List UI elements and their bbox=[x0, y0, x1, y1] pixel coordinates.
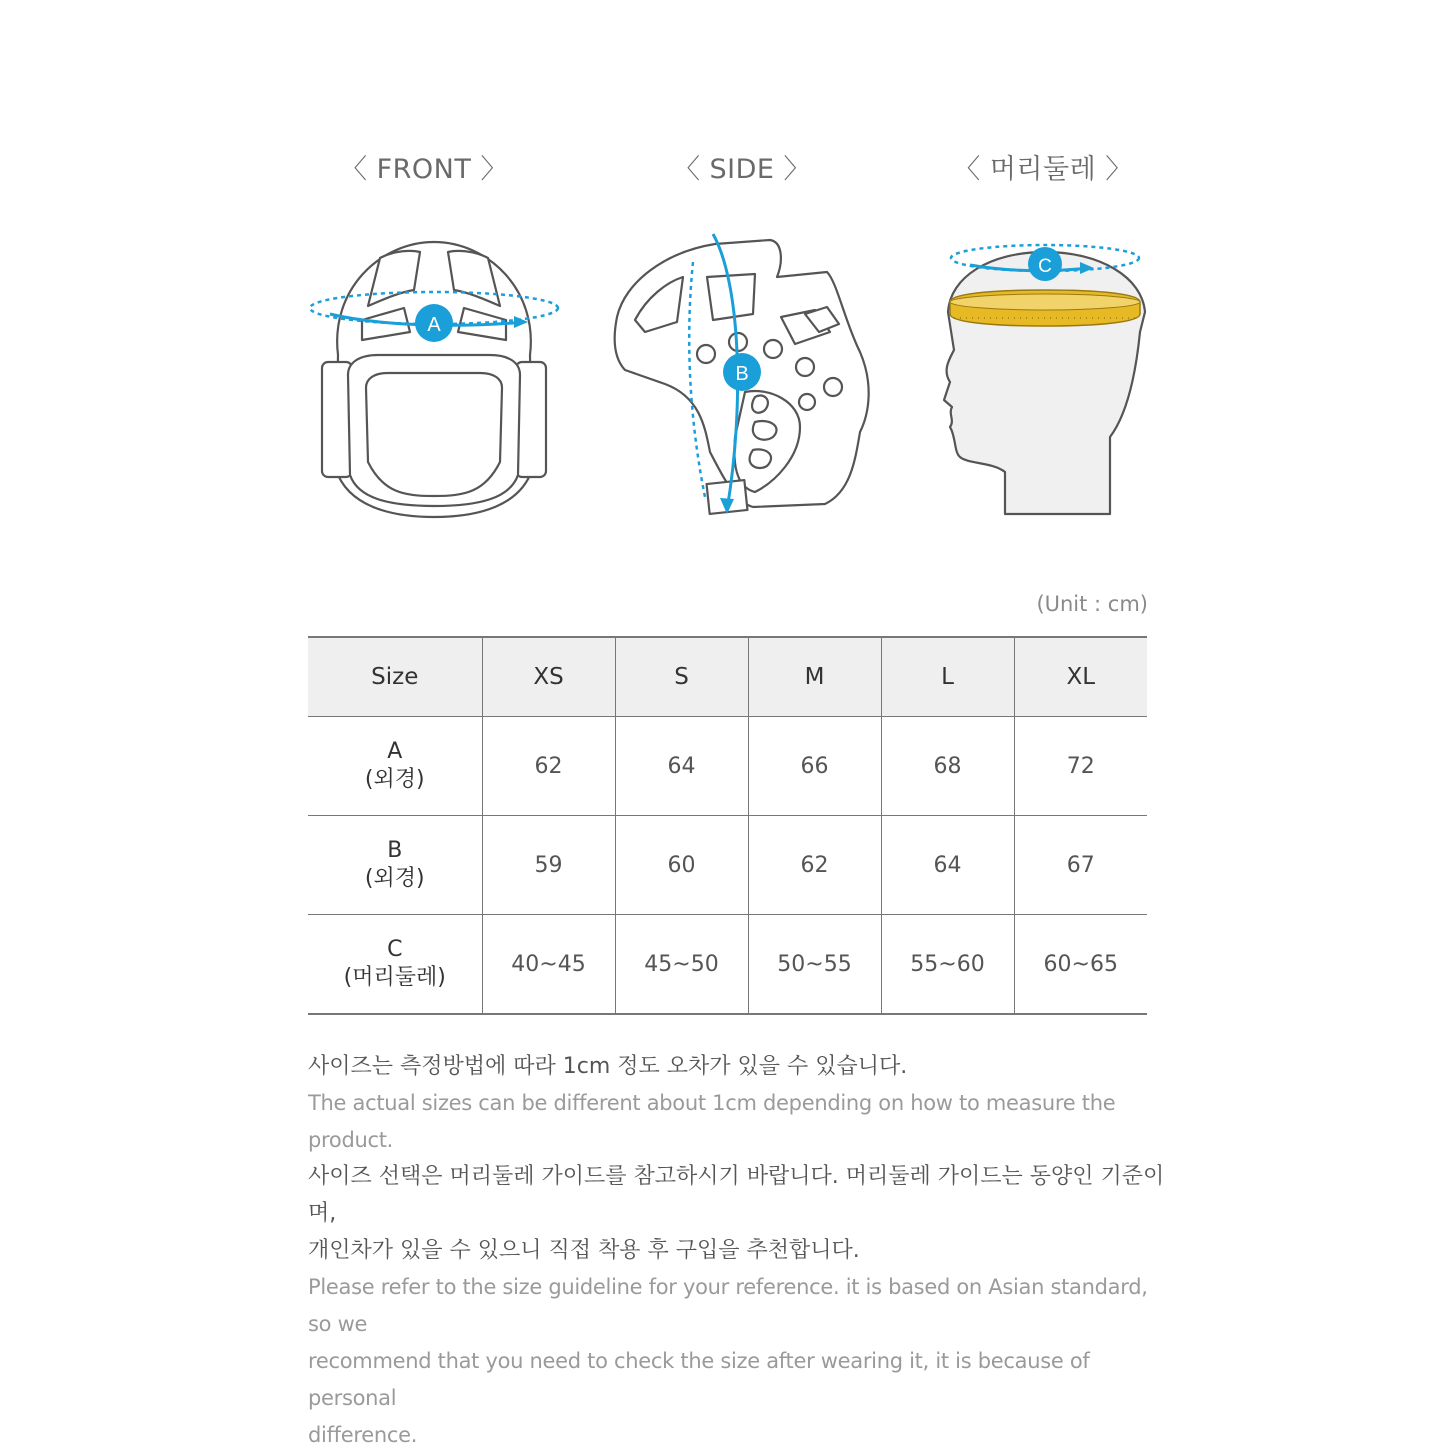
row-sublabel: (외경) bbox=[364, 866, 425, 891]
note1-english: The actual sizes can be different about 1cm depending on how to measure the product. bbox=[308, 1091, 1116, 1152]
note2-english-line1: Please refer to the size guideline for your reference. it is based on Asian standard, so we bbox=[308, 1275, 1148, 1336]
head-circumference-title: 〈 머리둘레 〉 bbox=[953, 154, 1133, 185]
note2-korean-line1: 사이즈 선택은 머리둘레 가이드를 참고하시기 바랍니다. 머리둘레 가이드는 동양인 기준이며, bbox=[308, 1164, 1165, 1226]
row-label: A bbox=[387, 739, 403, 764]
table-cell: 64 bbox=[881, 816, 1014, 915]
table-cell: 55~60 bbox=[881, 915, 1014, 1015]
row-sublabel: (머리둘레) bbox=[343, 965, 446, 990]
marker-c-label: C bbox=[1038, 256, 1052, 277]
note2-korean-line2: 개인차가 있을 수 있으니 직접 착용 후 구입을 추천합니다. bbox=[308, 1238, 860, 1263]
table-cell: 60 bbox=[615, 816, 748, 915]
measurement-note bbox=[308, 1048, 1168, 1159]
header-s: S bbox=[615, 637, 748, 717]
note2-english-line2: recommend that you need to check the size after wearing it, it is because of personal bbox=[308, 1349, 1090, 1410]
marker-a-label: A bbox=[427, 314, 441, 336]
row-sublabel: (외경) bbox=[364, 767, 425, 792]
note2-english-line3: difference. bbox=[308, 1423, 418, 1447]
unit-label: (Unit : cm) bbox=[1036, 592, 1148, 616]
header-xs: XS bbox=[482, 637, 615, 717]
table-cell: 40~45 bbox=[482, 915, 615, 1015]
note1-korean: 사이즈는 측정방법에 따라 1cm 정도 오차가 있을 수 있습니다. bbox=[308, 1054, 908, 1079]
table-cell: 67 bbox=[1014, 816, 1147, 915]
table-cell: 68 bbox=[881, 717, 1014, 816]
row-label-c bbox=[308, 915, 482, 1015]
header-xl: XL bbox=[1014, 637, 1147, 717]
table-cell: 45~50 bbox=[615, 915, 748, 1015]
table-cell: 72 bbox=[1014, 717, 1147, 816]
header-m: M bbox=[748, 637, 881, 717]
row-label: B bbox=[387, 838, 403, 863]
header-size: Size bbox=[308, 637, 482, 717]
front-view-title: 〈 FRONT 〉 bbox=[340, 154, 508, 185]
table-cell: 62 bbox=[482, 717, 615, 816]
side-view-title: 〈 SIDE 〉 bbox=[672, 154, 812, 185]
table-cell: 50~55 bbox=[748, 915, 881, 1015]
size-selection-note bbox=[308, 1158, 1168, 1454]
table-header-row bbox=[308, 637, 1147, 717]
table-cell: 59 bbox=[482, 816, 615, 915]
row-label-b bbox=[308, 816, 482, 915]
row-label-a bbox=[308, 717, 482, 816]
helmet-front-illustration bbox=[300, 230, 580, 530]
head-circumference-illustration bbox=[930, 232, 1160, 522]
table-cell: 66 bbox=[748, 717, 881, 816]
marker-b-label: B bbox=[735, 363, 749, 385]
table-row bbox=[308, 816, 1147, 915]
helmet-side-illustration bbox=[605, 222, 880, 527]
size-table bbox=[308, 636, 1147, 1015]
table-row bbox=[308, 915, 1147, 1015]
table-cell: 62 bbox=[748, 816, 881, 915]
table-cell: 64 bbox=[615, 717, 748, 816]
header-l: L bbox=[881, 637, 1014, 717]
table-cell: 60~65 bbox=[1014, 915, 1147, 1015]
table-row bbox=[308, 717, 1147, 816]
row-label: C bbox=[387, 937, 403, 962]
